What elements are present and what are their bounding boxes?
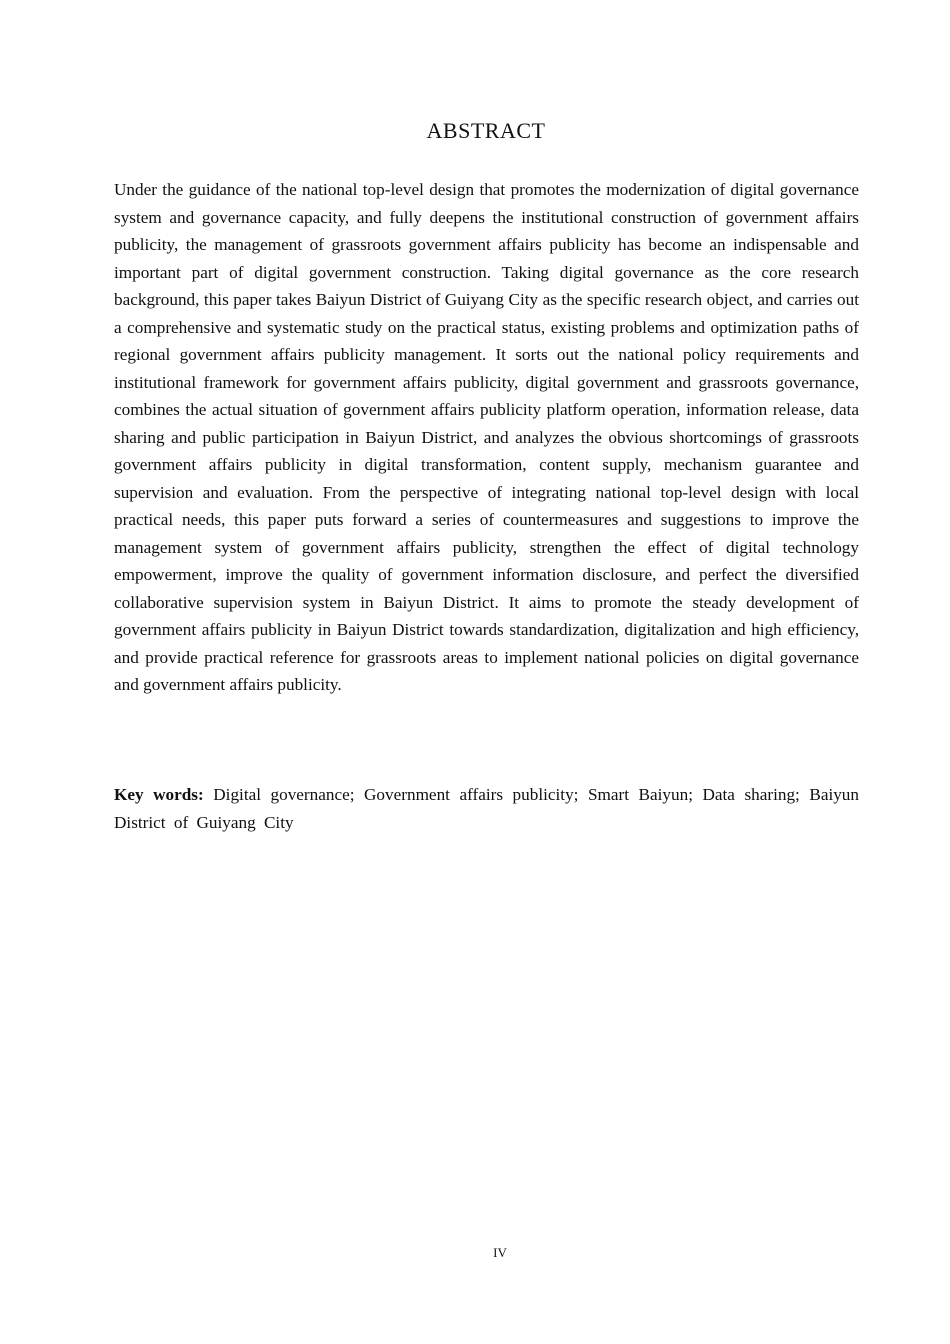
page-number: IV [493,1245,507,1260]
abstract-body: Under the guidance of the national top-level design that promotes the modernization of digital governance system and governance capacity, and fully deepens the institutional construction of government affairs publicity, the management of grassroots government affairs publicity has become an indispensable and important part of digital government construction. Taking digital governance as the core research background, this paper takes Baiyun District of Guiyang City as the specific research object, and carries out a comprehensive and systematic study on the practical status, existing problems and optimization paths of regional government affairs publicity management. It sorts out the national policy requirements and institutional framework for government affairs publicity, digital government and grassroots governance, combines the actual situation of government affairs publicity platform operation, information release, data sharing and public participation in Baiyun District, and analyzes the obvious shortcomings of grassroots government affairs publicity in digital transformation, content supply, mechanism guarantee and supervision and evaluation. From the perspective of integrating national top-level design with local practical needs, this paper puts forward a series of countermeasures and suggestions to improve the management system of government affairs publicity, strengthen the effect of digital technology empowerment, improve the quality of government information disclosure, and perfect the diversified collaborative supervision system in Baiyun District. It aims to promote the steady development of government affairs publicity in Baiyun District towards standardization, digitalization and high efficiency, and provide practical reference for grassroots areas to implement national policies on digital governance and government affairs publicity. [114,180,859,694]
keywords-text: Digital governance; Government affairs publicity; Smart Baiyun; Data sharing; Baiyun District of Guiyang City [114,785,859,832]
keywords-paragraph [114,781,859,836]
keywords-label: Key words: [114,785,204,804]
abstract-title: ABSTRACT [426,118,546,143]
